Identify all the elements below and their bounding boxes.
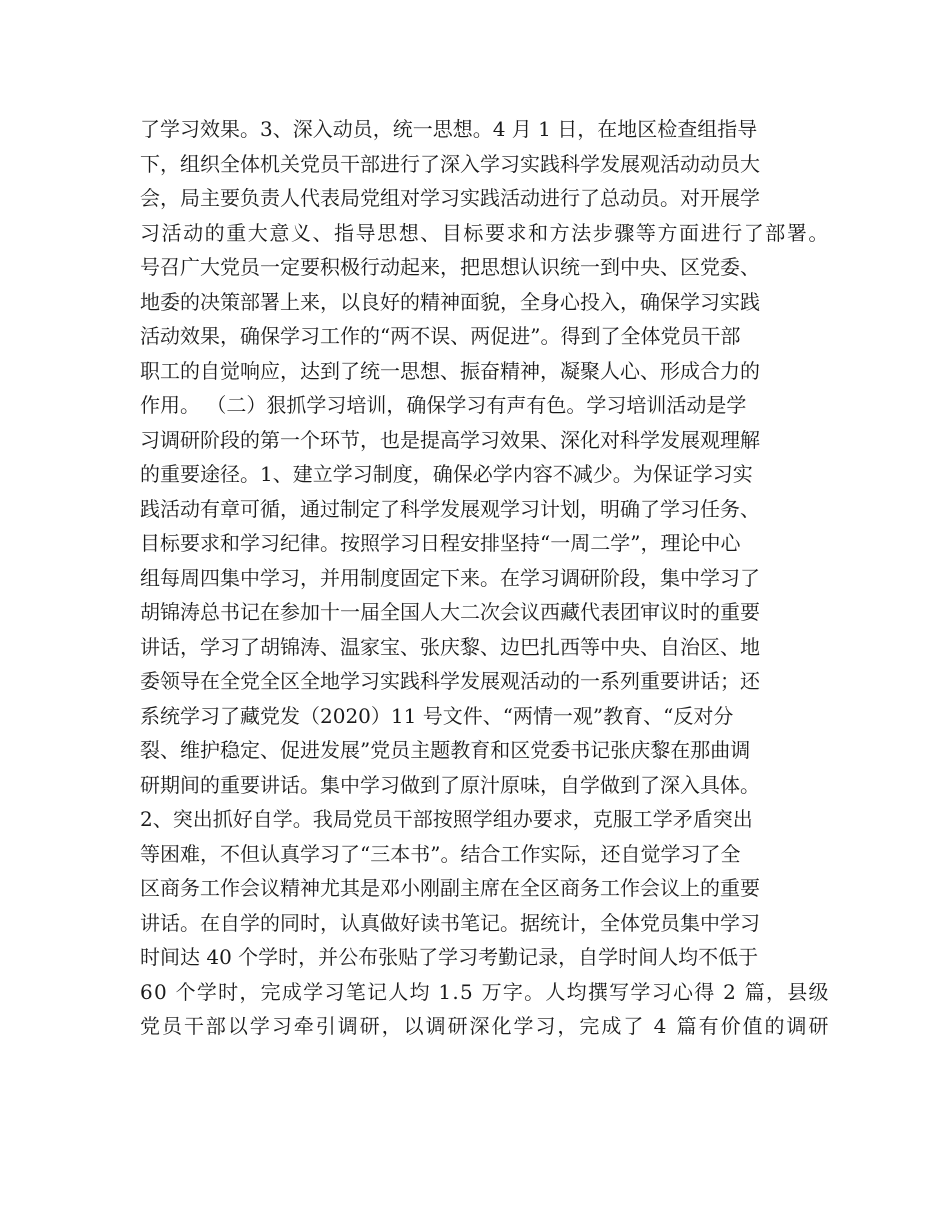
text-line: 了学习效果。3、深入动员，统一思想。4 月 1 日，在地区检查组指导 [140,117,758,141]
text-line: 下，组织全体机关党员干部进行了深入学习实践科学发展观活动动员大 [140,151,760,176]
text-line: 区商务工作会议精神尤其是邓小刚副主席在全区商务工作会议上的重要 [140,876,760,900]
text-line: 党员干部以学习牵引调研，以调研深化学习，完成了 4 篇有价值的调研 [140,1014,831,1038]
text-line: 职工的自觉响应，达到了统一思想、振奋精神，凝聚人心、形成合力的 [140,358,760,383]
text-line: 2、突出抓好自学。我局党员干部按照学组办要求，克服工学矛盾突出 [140,807,753,831]
text-line: 活动效果，确保学习工作的“两不误、两促进”。得到了全体党员干部 [140,324,741,348]
text-line: 时间达 40 个学时，并公布张贴了学习考勤记录，自学时间人均不低于 [140,945,759,969]
text-line: 讲话，学习了胡锦涛、温家宝、张庆黎、边巴扎西等中央、自治区、地 [140,634,760,659]
text-line: 研期间的重要讲话。集中学习做到了原汁原味，自学做到了深入具体。 [140,772,760,797]
text-line: 胡锦涛总书记在参加十一届全国人大二次会议西藏代表团审议时的重要 [140,600,760,624]
text-line: 系统学习了藏党发（2020）11 号文件、“两情一观”教育、“反对分 [140,703,734,728]
text-line: 会，局主要负责人代表局党组对学习实践活动进行了总动员。对开展学 [140,186,760,210]
document-body-text [140,112,830,1044]
text-line: 践活动有章可循，通过制定了科学发展观学习计划，明确了学习任务、 [140,496,760,521]
text-line: 地委的决策部署上来，以良好的精神面貌，全身心投入，确保学习实践 [140,289,760,314]
text-line: 目标要求和学习纪律。按照学习日程安排坚持“一周二学”，理论中心 [140,531,741,555]
text-line: 习活动的重大意义、指导思想、目标要求和方法步骤等方面进行了部署。 [140,220,830,245]
text-line: 60 个学时，完成学习笔记人均 1.5 万字。人均撰写学习心得 2 篇，县级 [140,979,830,1004]
text-line: 组每周四集中学习，并用制度固定下来。在学习调研阶段，集中学习了 [140,565,760,590]
text-line: 等困难，不但认真学习了“三本书”。结合工作实际，还自觉学习了全 [140,841,741,866]
text-line: 讲话。在自学的同时，认真做好读书笔记。据统计，全体党员集中学习 [140,910,760,935]
text-line: 的重要途径。1、建立学习制度，确保必学内容不减少。为保证学习实 [140,462,753,486]
text-line: 作用。 （二）狠抓学习培训，确保学习有声有色。学习培训活动是学 [140,393,747,417]
text-line: 习调研阶段的第一个环节，也是提高学习效果、深化对科学发展观理解 [140,427,760,452]
text-line: 号召广大党员一定要积极行动起来，把思想认识统一到中央、区党委、 [140,255,760,279]
text-line: 裂、维护稳定、促进发展”党员主题教育和区党委书记张庆黎在那曲调 [140,738,751,762]
text-line: 委领导在全党全区全地学习实践科学发展观活动的一系列重要讲话；还 [140,669,760,693]
